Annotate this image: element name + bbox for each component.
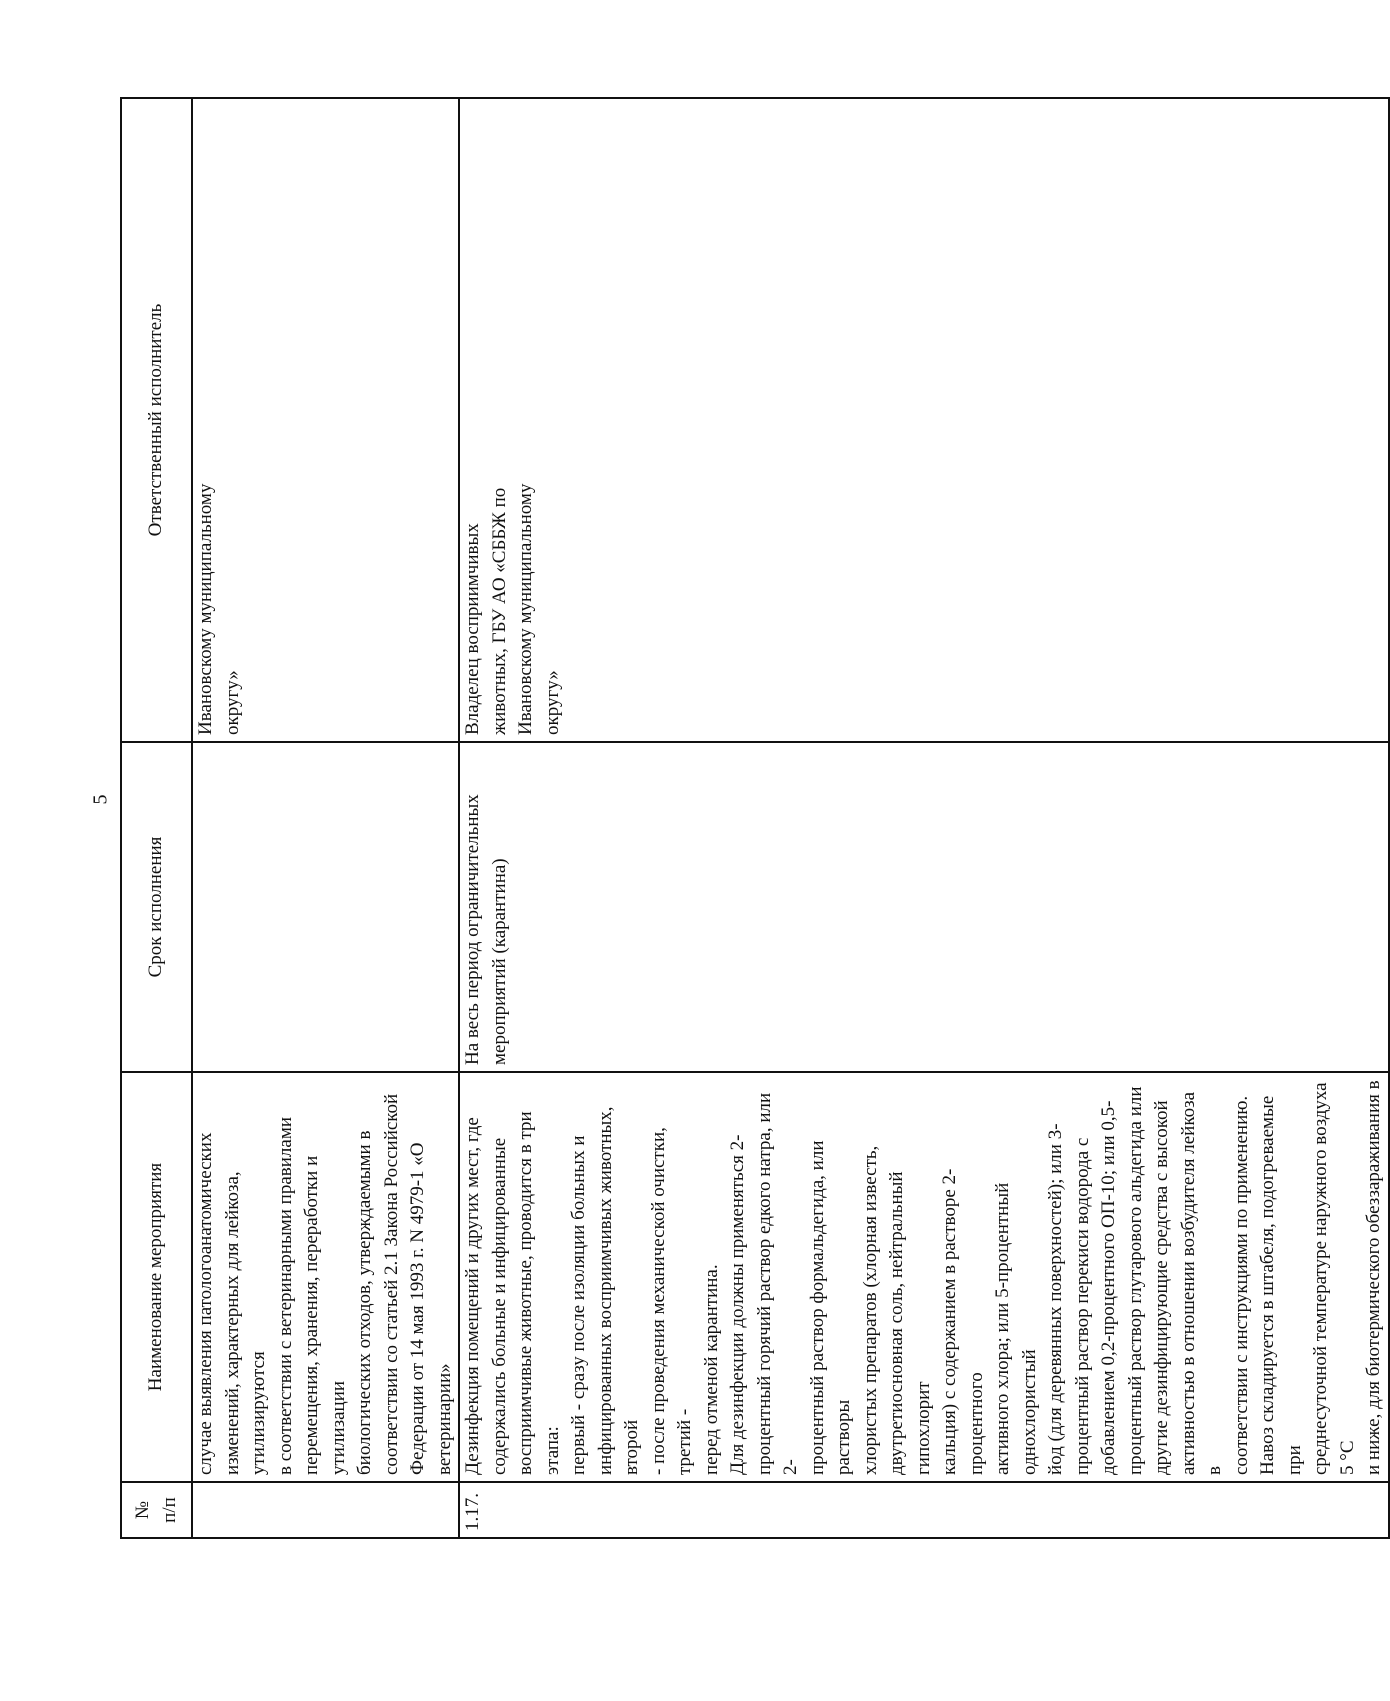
row-name: Дезинфекция помещений и других мест, где содержались больные и инфицированные восприимчивые животные, проводится в три этапа: первый - сразу после изоляции больных и инфицированных восприимчивых животных, второй - после проведения механической очистки, третий - перед отменой карантина. Для дезинфекции должны применяться 2- процентный горячий раствор едкого натра, или 2- процентный раствор формальдегида, или растворы хлористых препаратов (хлорная известь, двутретиосновная соль, нейтральный гипохлорит кальция) с содержанием в растворе 2-процентного активного хлора; или 5-процентный однохлористый йод (для деревянных поверхностей); или 3- процентный раствор перекиси водорода с добавлением 0,2-процентного ОП-10; или 0,5- процентный раствор глутарового альдегида или другие дезинфицирующие средства с высокой активностью в отношении возбудителя лейкоза в соответствии с инструкциями по применению. Навоз складируется в штабеля, подогреваемые при среднесуточной температуре наружного воздуха 5 °С и ниже, для биотермического обеззараживания в <box>459 1072 1389 1482</box>
table-row <box>192 98 459 1538</box>
rotated-table-container <box>120 79 1384 1539</box>
row-num <box>192 1482 459 1538</box>
row-name: случае выявления патологоанатомических изменений, характерных для лейкоза, утилизируются в соответствии с ветеринарными правилами перемещения, хранения, переработки и утилизации биологических отходов, утверждаемыми в соответствии со статьей 2.1 Закона Российской Федерации от 14 мая 1993 г. N 4979-1 «О ветеринарии» <box>192 1072 459 1482</box>
header-term: Срок исполнения <box>121 742 192 1072</box>
page-number: 5 <box>89 794 112 805</box>
table-header-row <box>121 98 192 1538</box>
header-name: Наименование мероприятия <box>121 1072 192 1482</box>
header-responsible: Ответственный исполнитель <box>121 98 192 742</box>
row-responsible: Владелец восприимчивых животных, ГБУ АО «СББЖ по Ивановскому муниципальному округу» <box>459 98 1389 742</box>
measures-table <box>120 97 1390 1539</box>
row-term <box>192 742 459 1072</box>
row-term: На весь период ограничительных мероприятий (карантина) <box>459 742 1389 1072</box>
row-responsible: Ивановскому муниципальному округу» <box>192 98 459 742</box>
header-num: № п/п <box>121 1482 192 1538</box>
row-num: 1.17. <box>459 1482 1389 1538</box>
table-row <box>459 98 1389 1538</box>
